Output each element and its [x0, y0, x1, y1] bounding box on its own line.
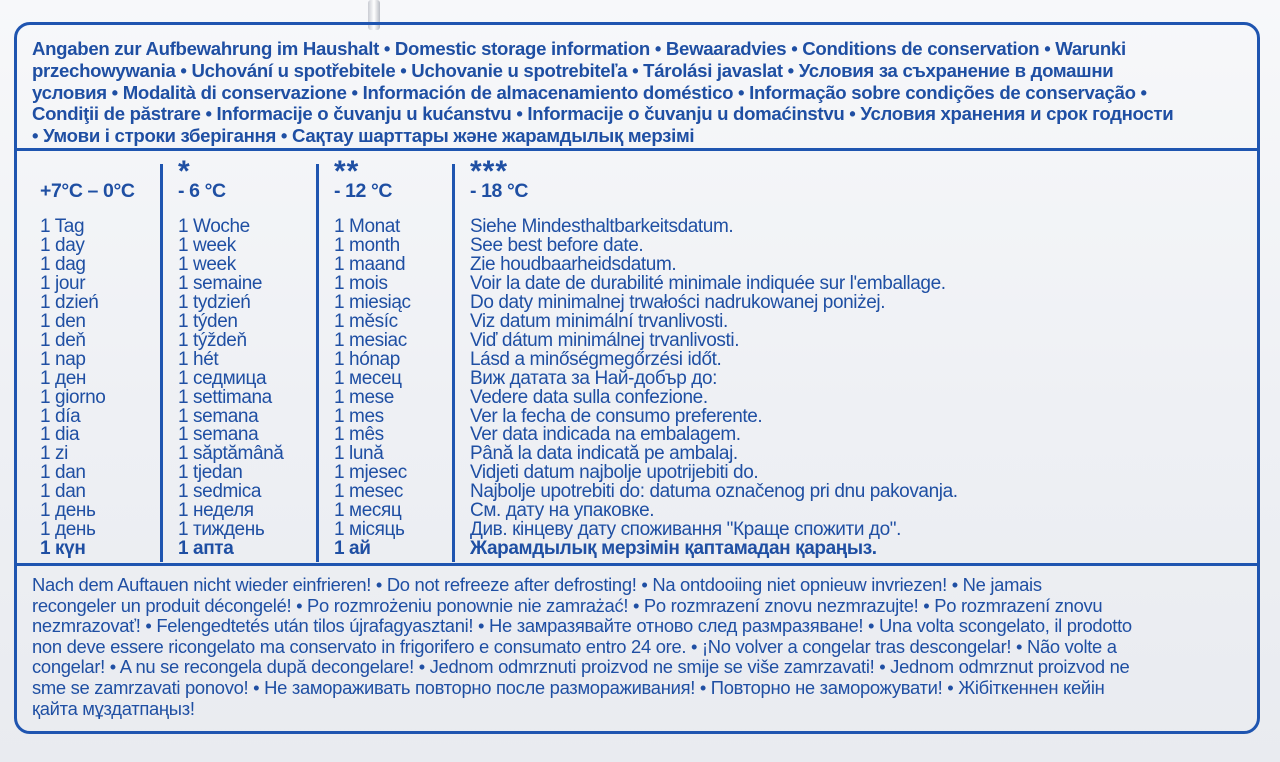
storage-duration-cell: Виж датата за Най-добър до:	[470, 367, 718, 389]
storage-duration-cell: 1 mês	[334, 424, 384, 446]
storage-duration-cell: Vidjeti datum najbolje upotrijebiti do.	[470, 462, 759, 484]
storage-duration-cell: 1 mesiac	[334, 329, 407, 351]
storage-duration-cell: 1 maand	[334, 253, 406, 275]
warning-line: sme se zamrzavati ponovo! • Не замораживать повторно после размораживания! • Повторно не заморожувати! • Жібіткеннен кейін	[32, 676, 1105, 698]
star-rating	[40, 162, 155, 180]
storage-duration-cell: 1 semaine	[178, 272, 263, 294]
two-star-column	[334, 155, 449, 560]
storage-duration-cell: 1 týden	[178, 310, 238, 332]
storage-duration-cell: Vedere data sulla confezione.	[470, 386, 708, 408]
storage-info-heading	[32, 38, 1254, 147]
column-separator	[452, 164, 455, 562]
storage-duration-cell: 1 dag	[40, 253, 86, 275]
storage-duration-cell: 1 week	[178, 253, 236, 275]
storage-duration-cell: 1 mois	[334, 272, 388, 294]
column-separator	[316, 164, 319, 562]
storage-duration-cell: 1 semana	[178, 424, 259, 446]
star-rating: ***	[470, 155, 509, 188]
warning-line: Nach dem Auftauen nicht wieder einfrieren! • Do not refreeze after defrosting! • Na ontdooiing niet opnieuw invriezen! • Ne jamais	[32, 574, 1042, 595]
storage-duration-cell: 1 ден	[40, 367, 86, 389]
storage-duration-cell: 1 giorno	[40, 386, 106, 408]
storage-duration-cell: Până la data indicată pe ambalaj.	[470, 443, 738, 465]
storage-duration-cell: Najbolje upotrebiti do: datuma označenog pri dnu pakovanja.	[470, 481, 958, 503]
warning-line: nezmrazovať! • Felengedtetés után tilos újrafagyasztani! • Не замразявайте отново след размразяване! • Una volta scongelato, il prodotto	[32, 615, 1132, 637]
storage-duration-cell: 1 Woche	[178, 216, 250, 237]
storage-duration-cell: 1 miesiąc	[334, 291, 411, 313]
storage-duration-cell: 1 zi	[40, 443, 68, 465]
storage-duration-cell: Ver la fecha de consumo preferente.	[470, 405, 763, 427]
storage-duration-cell: 1 апта	[178, 538, 234, 560]
storage-duration-cell: Voir la date de durabilité minimale indiquée sur l'emballage.	[470, 272, 946, 294]
storage-duration-cell: 1 dzień	[40, 291, 99, 313]
storage-duration-cell: 1 week	[178, 234, 236, 256]
storage-duration-cell: 1 день	[40, 519, 96, 541]
storage-duration-cell: 1 dan	[40, 481, 86, 503]
warning-line: recongeler un produit décongelé! • Po rozmrożeniu ponownie nie zamrażać! • Po rozmrazení znovu nezmrazujte! • Po rozmrazení znovu	[32, 594, 1103, 616]
fridge-column	[40, 162, 155, 559]
storage-duration-cell: 1 ай	[334, 538, 371, 560]
top-divider	[16, 148, 1258, 151]
warning-line: қайта мұздатпаңыз!	[32, 697, 195, 719]
one-star-column	[178, 155, 313, 560]
storage-duration-cell: 1 месяц	[334, 500, 402, 522]
storage-duration-cell: 1 settimana	[178, 386, 272, 408]
star-rating: **	[334, 155, 360, 188]
storage-duration-cell: Zie houdbaarheidsdatum.	[470, 253, 677, 275]
storage-duration-cell: 1 sedmica	[178, 481, 261, 503]
storage-duration-cell: 1 día	[40, 405, 81, 427]
storage-duration-cell: Siehe Mindesthaltbarkeitsdatum.	[470, 216, 734, 237]
warning-line: congelar! • A nu se recongela după decongelare! • Jednom odmrznuti proizvod ne smije se više zamrzavati! • Jednom odmrznut proizvod ne	[32, 656, 1130, 678]
storage-duration-cell: Lásd a minőségmegőrzési időt.	[470, 348, 722, 370]
bottom-divider	[16, 563, 1258, 566]
storage-duration-cell: 1 неделя	[178, 500, 254, 522]
storage-duration-cell: 1 semana	[178, 405, 259, 427]
storage-duration-cell: 1 hónap	[334, 348, 400, 370]
storage-duration-cell: 1 tydzień	[178, 291, 251, 313]
storage-duration-cell: Ver data indicada na embalagem.	[470, 424, 741, 446]
heading-line: Condiţii de păstrare • Informacije o čuvanju u kućanstvu • Informacije o čuvanju u domaćinstvu • Условия хранения и срок годности	[32, 103, 1174, 125]
storage-duration-cell: 1 месец	[334, 367, 402, 389]
warning-line: non deve essere ricongelato ma conservato in frigorifero e consumato entro 24 ore. • ¡No volver a congelar tras descongelar! • Não volte a	[32, 635, 1117, 657]
storage-duration-cell: 1 день	[40, 500, 96, 522]
storage-duration-cell: Жарамдылық мерзімін қаптамадан қараңыз.	[470, 538, 877, 560]
storage-duration-cell: 1 lună	[334, 443, 384, 465]
storage-duration-cell: 1 mes	[334, 405, 384, 427]
heading-line: условия • Modalità di conservazione • Información de almacenamiento doméstico • Informação sobre condições de conservação •	[32, 81, 1147, 103]
storage-duration-cell: 1 dia	[40, 424, 80, 446]
storage-duration-cell: 1 týždeň	[178, 329, 247, 351]
storage-duration-cell: 1 dan	[40, 462, 86, 484]
storage-duration-cell: 1 săptămână	[178, 443, 284, 465]
storage-duration-cell: См. дату на упаковке.	[470, 500, 655, 522]
heading-line: przechowywania • Uchování u spotřebitele • Uchovanie u spotrebiteľa • Tárolási javaslat • Условия за съхранение в домашни	[32, 59, 1114, 81]
storage-duration-cell: 1 місяць	[334, 519, 405, 541]
storage-duration-cell: 1 nap	[40, 348, 86, 370]
storage-duration-cell: 1 jour	[40, 272, 86, 294]
storage-duration-cell: 1 mjesec	[334, 462, 407, 484]
storage-duration-cell: 1 tjedan	[178, 462, 243, 484]
storage-duration-cell: 1 hét	[178, 348, 219, 370]
storage-duration-cell: 1 Monat	[334, 216, 400, 237]
temperature-label: - 18 °C	[470, 180, 529, 202]
storage-duration-cell: 1 month	[334, 234, 400, 256]
storage-duration-cell: 1 седмица	[178, 367, 267, 389]
three-star-column	[470, 155, 1250, 560]
storage-duration-cell: See best before date.	[470, 234, 644, 256]
storage-duration-cell: 1 mese	[334, 386, 394, 408]
storage-duration-cell: Viz datum minimální trvanlivosti.	[470, 310, 728, 332]
storage-duration-cell: 1 күн	[40, 538, 86, 560]
storage-duration-cell: 1 тиждень	[178, 519, 265, 541]
storage-duration-cell: Viď dátum minimálnej trvanlivosti.	[470, 329, 740, 351]
storage-duration-cell: 1 den	[40, 310, 86, 332]
storage-duration-cell: 1 mesec	[334, 481, 404, 503]
column-separator	[160, 164, 163, 562]
storage-duration-cell: Do daty minimalnej trwałości nadrukowanej poniżej.	[470, 291, 886, 313]
heading-line: • Умови і строки зберігання • Сақтау шарттары және жарамдылық мерзімі	[32, 125, 695, 147]
storage-duration-cell: 1 měsíc	[334, 310, 398, 332]
temperature-label: - 6 °C	[178, 180, 226, 202]
storage-duration-cell: 1 deň	[40, 329, 86, 351]
temperature-label: - 12 °C	[334, 180, 393, 202]
heading-line: Angaben zur Aufbewahrung im Haushalt • Domestic storage information • Bewaaradvies • Conditions de conservation • Warunki	[32, 38, 1126, 59]
temperature-label: +7°C – 0°C	[40, 180, 135, 202]
storage-duration-cell: Див. кінцеву дату споживання "Краще спожити до".	[470, 519, 901, 541]
refreeze-warning	[32, 575, 1254, 719]
storage-duration-cell: 1 Tag	[40, 216, 85, 237]
star-rating: *	[178, 155, 191, 188]
storage-duration-cell: 1 day	[40, 234, 85, 256]
